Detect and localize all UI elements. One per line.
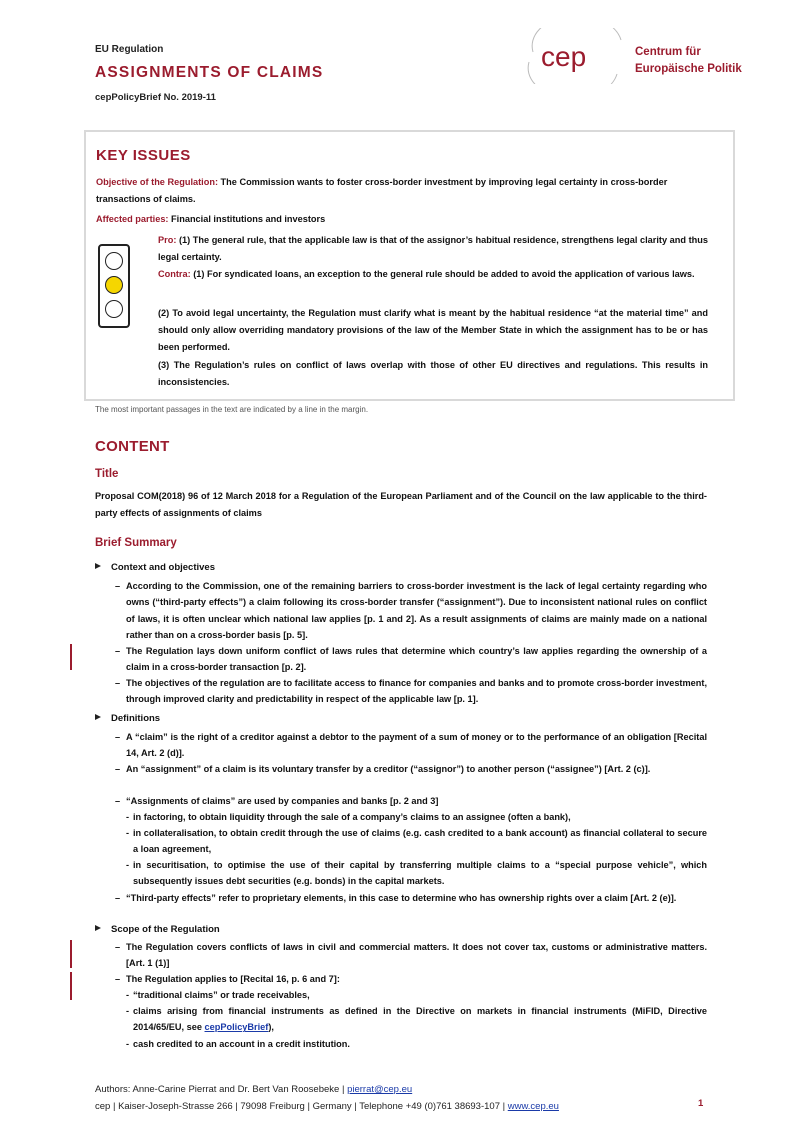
definitions-heading-text: Definitions	[111, 713, 161, 724]
pro-text: (1) The general rule, that the applicable law is that of the assignor’s habitual residence, strengthens legal clarity and thus legal certainty.	[158, 235, 708, 262]
definition-item-1: A “claim” is the right of a creditor against a debtor to the payment of a sum of money or to the performance of an obligation [Recital 14, Art. 2 (d)].	[126, 732, 707, 759]
objective-text: The Commission wants to foster cross-border investment by improving legal certainty in cross-border transactions of claims.	[96, 177, 668, 204]
margin-marker	[70, 972, 72, 1000]
definitions-heading	[95, 713, 160, 724]
list-item: – The Regulation lays down uniform conflict of laws rules that determine which country’s law applies regarding the ownership of a claim in a cross-border transaction [p. 2].	[115, 643, 707, 676]
pro-label: Pro:	[158, 235, 177, 245]
list-item: - cash credited to an account in a credit institution.	[126, 1036, 707, 1052]
definition-item-3a: in factoring, to obtain liquidity through the sale of a company’s claims to an assignee (often a bank),	[133, 812, 571, 822]
org-name-line1: Centrum für	[635, 46, 701, 58]
contra-label: Contra:	[158, 269, 191, 279]
context-heading	[95, 562, 215, 573]
ceppolicybrief-link[interactable]: cepPolicyBrief	[204, 1022, 269, 1033]
traffic-light-bottom	[105, 300, 123, 318]
list-item: - in collateralisation, to obtain credit through the use of claims (e.g. cash credited to a bank account) as financial collateral to secure a loan agreement,	[126, 825, 707, 858]
margin-note: The most important passages in the text are indicated by a line in the margin.	[95, 405, 369, 414]
page-header	[95, 40, 760, 110]
title-text: Proposal COM(2018) 96 of 12 March 2018 for a Regulation of the European Parliament and of the Council on the law applicable to the third-party effects of assignments of claims	[95, 491, 707, 518]
authors-text: Authors: Anne-Carine Pierrat and Dr. Bert Van Roosebeke |	[95, 1084, 348, 1095]
page-number: 1	[698, 1098, 704, 1109]
triangle-bullet-icon	[95, 925, 101, 931]
affected-paragraph	[96, 211, 711, 228]
list-item: – The Regulation applies to [Recital 16, p. 6 and 7]:	[115, 971, 707, 987]
affected-label: Affected parties:	[96, 214, 169, 224]
context-heading-text: Context and objectives	[111, 562, 215, 573]
cep-logo	[525, 28, 625, 84]
definition-item-3b: in collateralisation, to obtain credit through the use of claims (e.g. cash credited to a bank account) as financial collateral to secure a loan agreement,	[133, 828, 707, 855]
triangle-bullet-icon	[95, 714, 101, 720]
list-item: – A “claim” is the right of a creditor against a debtor to the payment of a sum of money or to the performance of an obligation [Recital 14, Art. 2 (d)].	[115, 729, 707, 762]
author-email-link[interactable]: pierrat@cep.eu	[347, 1084, 413, 1095]
org-name-line2: Europäische Politik	[635, 63, 742, 75]
list-item: – The objectives of the regulation are to facilitate access to finance for companies and banks and to promote cross-border investment, through improved clarity and predictability in respect of the applicable law [p. 1].	[115, 675, 707, 708]
website-link[interactable]: www.cep.eu	[507, 1101, 559, 1112]
objective-label: Objective of the Regulation:	[96, 177, 218, 187]
objective-paragraph	[96, 174, 711, 208]
triangle-bullet-icon	[95, 563, 101, 569]
list-item: - in factoring, to obtain liquidity through the sale of a company’s claims to an assignee (often a bank),	[126, 809, 707, 825]
logo-text: cep	[541, 41, 587, 72]
contra-paragraph	[158, 266, 708, 283]
traffic-light-icon	[98, 244, 130, 328]
definition-item-4: “Third-party effects” refer to proprietary elements, in this case to determine who has ownership rights over a claim [Art. 2 (e)].	[126, 893, 677, 903]
traffic-light-top	[105, 252, 123, 270]
list-item: – The Regulation covers conflicts of laws in civil and commercial matters. It does not cover tax, customs or administrative matters. [Art. 1 (1)]	[115, 939, 707, 972]
series-label: EU Regulation	[95, 44, 164, 55]
context-item-1: According to the Commission, one of the remaining barriers to cross-border investment is the lack of legal certainty regarding who owns (“third-party effects”) a claim following its cross-border transfer (“assignment”). Due to inconsistent national rules on conflict of laws, it is often unclear which national law applies [p. 1 and 2]. As a result assignments of claims are mainly made on a national rather than on a cross-border basis [p. 5].	[126, 581, 707, 640]
list-item: - claims arising from financial instruments as defined in the Directive on markets in financial instruments (MiFID, Directive 2014/65/EU, see cepPolicyBrief),	[126, 1003, 707, 1036]
scope-item-2c: cash credited to an account in a credit institution.	[133, 1039, 350, 1049]
margin-marker	[70, 644, 72, 670]
margin-marker	[70, 940, 72, 968]
contra-point-2: (2) To avoid legal uncertainty, the Regulation must clarify what is meant by the habitual residence “at the material time” and should only allow overriding mandatory provisions of the law of the Member State in which the assignment has to be or has been performed.	[158, 308, 708, 352]
pro-paragraph	[158, 232, 708, 266]
list-item: – An “assignment” of a claim is its voluntary transfer by a creditor (“assignor”) to another person (“assignee”) [Art. 2 (c)].	[115, 761, 707, 777]
scope-item-1: The Regulation covers conflicts of laws in civil and commercial matters. It does not cover tax, customs or administrative matters. [Art. 1 (1)]	[126, 942, 707, 969]
context-item-3: The objectives of the regulation are to facilitate access to finance for companies and banks and to promote cross-border investment, through improved clarity and predictability in respect of the applicable law [p. 1].	[126, 678, 707, 705]
contra-text: (1) For syndicated loans, an exception to the general rule should be added to avoid the application of various laws.	[190, 269, 695, 279]
scope-item-2a: “traditional claims” or trade receivables,	[133, 990, 310, 1000]
title-heading: Title	[95, 468, 119, 480]
list-item: - “traditional claims” or trade receivables,	[126, 987, 707, 1003]
list-item: - in securitisation, to optimise the use of their capital by transferring multiple claims to a “special purpose vehicle”, which subsequently issues debt securities (e.g. bonds) in the capital markets.	[126, 857, 707, 890]
org-name	[635, 44, 742, 78]
scope-item-2b	[126, 1003, 707, 1036]
scope-item-2: The Regulation applies to [Recital 16, p. 6 and 7]:	[126, 974, 340, 984]
scope-item-2b-text: claims arising from financial instruments as defined in the Directive on markets in financial instruments (MiFID, Directive 2014/65/EU, see	[133, 1006, 707, 1033]
authors-line	[95, 1081, 559, 1098]
key-issues-heading: KEY ISSUES	[96, 147, 191, 164]
affected-text: Financial institutions and investors	[168, 214, 326, 224]
definition-item-3c: in securitisation, to optimise the use of their capital by transferring multiple claims to a “special purpose vehicle”, which subsequently issues debt securities (e.g. bonds) in the capital markets.	[133, 860, 707, 887]
traffic-light-middle	[105, 276, 123, 294]
definition-item-2: An “assignment” of a claim is its voluntary transfer by a creditor (“assignor”) to another person (“assignee”) [Art. 2 (c)].	[126, 764, 651, 774]
definition-item-3: “Assignments of claims” are used by companies and banks [p. 2 and 3]	[126, 796, 439, 806]
brief-number: cepPolicyBrief No. 2019-11	[95, 92, 216, 103]
address-line	[95, 1098, 559, 1115]
address-text: cep | Kaiser-Joseph-Strasse 266 | 79098 Freiburg | Germany | Telephone +49 (0)761 38693-107 |	[95, 1101, 508, 1112]
content-heading: CONTENT	[95, 438, 170, 455]
summary-heading: Brief Summary	[95, 537, 177, 549]
list-item: – “Third-party effects” refer to proprietary elements, in this case to determine who has ownership rights over a claim [Art. 2 (e)].	[115, 890, 707, 906]
scope-heading	[95, 924, 220, 935]
scope-heading-text: Scope of the Regulation	[111, 924, 220, 935]
list-item: – According to the Commission, one of the remaining barriers to cross-border investment is the lack of legal certainty regarding who owns (“third-party effects”) a claim following its cross-border transfer (“assignment”). Due to inconsistent national rules on conflict of laws, it is often unclear which national law applies [p. 1 and 2]. As a result assignments of claims are mainly made on a national rather than on a cross-border basis [p. 5].	[115, 578, 707, 643]
contra-point-3: (3) The Regulation’s rules on conflict of laws overlap with those of other EU directives and regulations. This results in inconsistencies.	[158, 360, 708, 387]
scope-item-2b-end: ),	[268, 1022, 274, 1033]
document-title: ASSIGNMENTS OF CLAIMS	[95, 64, 324, 81]
key-issues-box	[84, 130, 735, 401]
page-footer	[95, 1081, 559, 1115]
list-item: – “Assignments of claims” are used by companies and banks [p. 2 and 3]	[115, 793, 707, 809]
context-item-2: The Regulation lays down uniform conflict of laws rules that determine which country’s law applies regarding the ownership of a claim in a cross-border transaction [p. 2].	[126, 646, 707, 673]
